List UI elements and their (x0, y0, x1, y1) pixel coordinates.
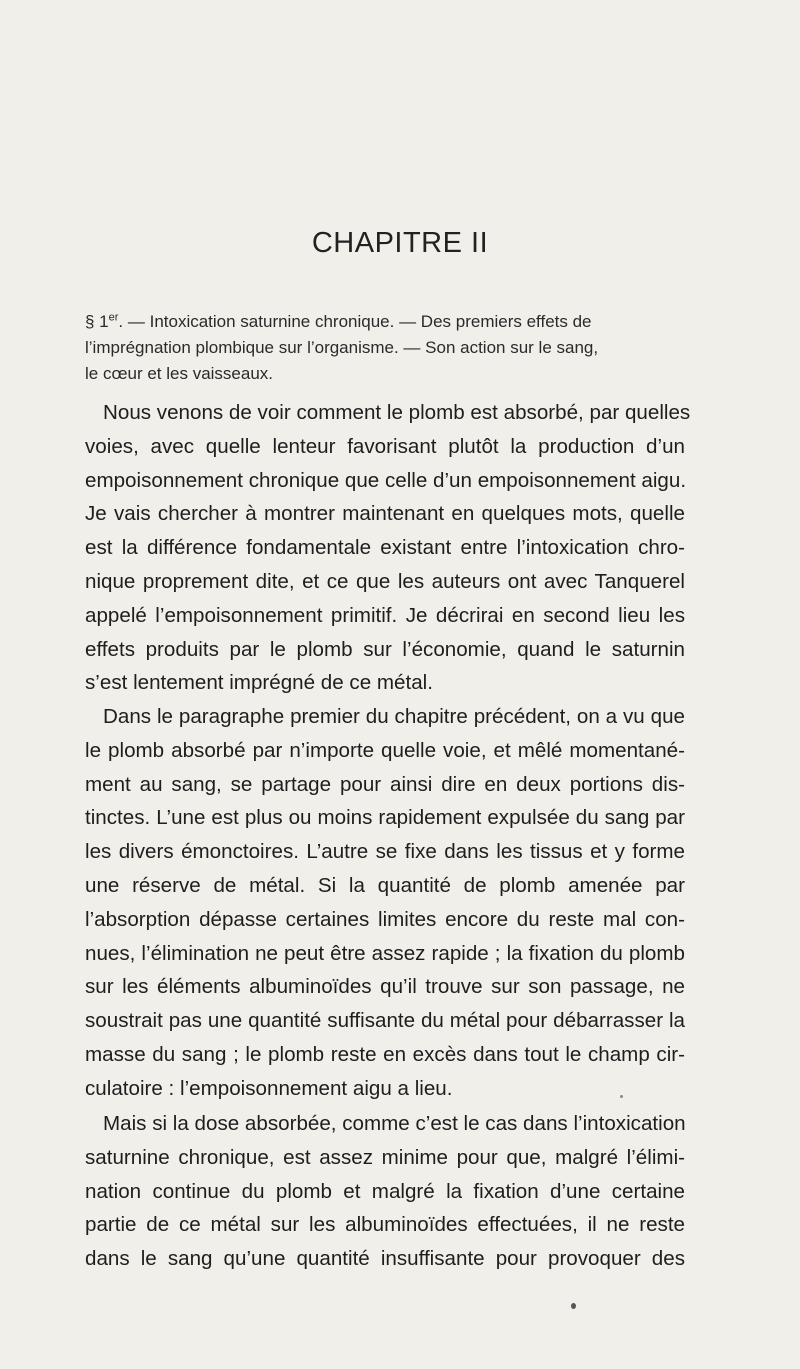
paragraph-line: les divers émonctoires. L’autre se fixe dans les tissus et y forme (85, 840, 685, 864)
paragraph-line: masse du sang ; le plomb reste en excès dans tout le champ cir- (85, 1042, 685, 1066)
paragraph-line: nation continue du plomb et malgré la fixation d’une certaine (85, 1179, 685, 1203)
section-mark-superscript: er (108, 311, 119, 324)
paragraph-line: Dans le paragraphe premier du chapitre précédent, on a vu que (103, 705, 685, 728)
paragraph-line: nique proprement dite, et ce que les auteurs ont avec Tanquerel (85, 569, 685, 593)
paragraph-line: empoisonnement chronique que celle d’un empoisonnement aigu. (85, 468, 687, 492)
paragraph-line: sur les éléments albuminoïdes qu’il trouve sur son passage, ne (85, 975, 685, 999)
paragraph-line: effets produits par le plomb sur l’économie, quand le saturnin (85, 637, 685, 661)
body-paragraph (85, 1107, 685, 1276)
paragraph-line: Nous venons de voir comment le plomb est absorbé, par quelles (103, 401, 691, 424)
chapter-title: CHAPITRE II (311, 227, 489, 259)
paragraph-line: tinctes. L’une est plus ou moins rapidement expulsée du sang par (85, 806, 685, 830)
paragraph-line: Je vais chercher à montrer maintenant en quelques mots, quelle (85, 502, 685, 526)
paragraph-line: est la différence fondamentale existant entre l’intoxication chro- (85, 536, 685, 560)
section-summary (85, 309, 675, 387)
ink-dot (571, 1303, 576, 1309)
paragraph-line: nues, l’élimination ne peut être assez rapide ; la fixation du plomb (85, 941, 685, 965)
paragraph-line: voies, avec quelle lenteur favorisant plutôt la production d’un (85, 434, 685, 458)
summary-line-text: . — Intoxication saturnine chronique. — Des premiers effets de (118, 312, 592, 331)
paragraph-line: culatoire : l’empoisonnement aigu a lieu. (85, 1076, 453, 1100)
paragraph-line: partie de ce métal sur les albuminoïdes effectuées, il ne reste (85, 1213, 685, 1237)
paragraph-line: dans le sang qu’une quantité insuffisante pour provoquer des (85, 1247, 685, 1271)
paragraph-line: soustrait pas une quantité suffisante du métal pour débarrasser la (85, 1009, 685, 1033)
summary-line (85, 309, 675, 335)
paragraph-line: l’absorption dépasse certaines limites encore du reste mal con- (85, 907, 685, 931)
section-mark: § 1 (85, 312, 109, 331)
body-paragraph (85, 700, 685, 1106)
paragraph-line: le plomb absorbé par n’importe quelle voie, et mêlé momentané- (85, 738, 685, 762)
paragraph-line: une réserve de métal. Si la quantité de plomb amenée par (85, 873, 685, 897)
paragraph-line: appelé l’empoisonnement primitif. Je décrirai en second lieu les (85, 603, 685, 627)
paper-speck (620, 1095, 623, 1098)
body-paragraph (85, 396, 691, 700)
paragraph-line: ment au sang, se partage pour ainsi dire en deux portions dis- (85, 772, 685, 796)
paragraph-line: Mais si la dose absorbée, comme c’est le cas dans l’intoxication (103, 1112, 686, 1135)
summary-line: le cœur et les vaisseaux. (85, 364, 274, 383)
paragraph-line: saturnine chronique, est assez minime pour que, malgré l’élimi- (85, 1145, 685, 1169)
summary-line: l’imprégnation plombique sur l’organisme. — Son action sur le sang, (85, 338, 599, 357)
paragraph-line: s’est lentement imprégné de ce métal. (85, 671, 433, 695)
